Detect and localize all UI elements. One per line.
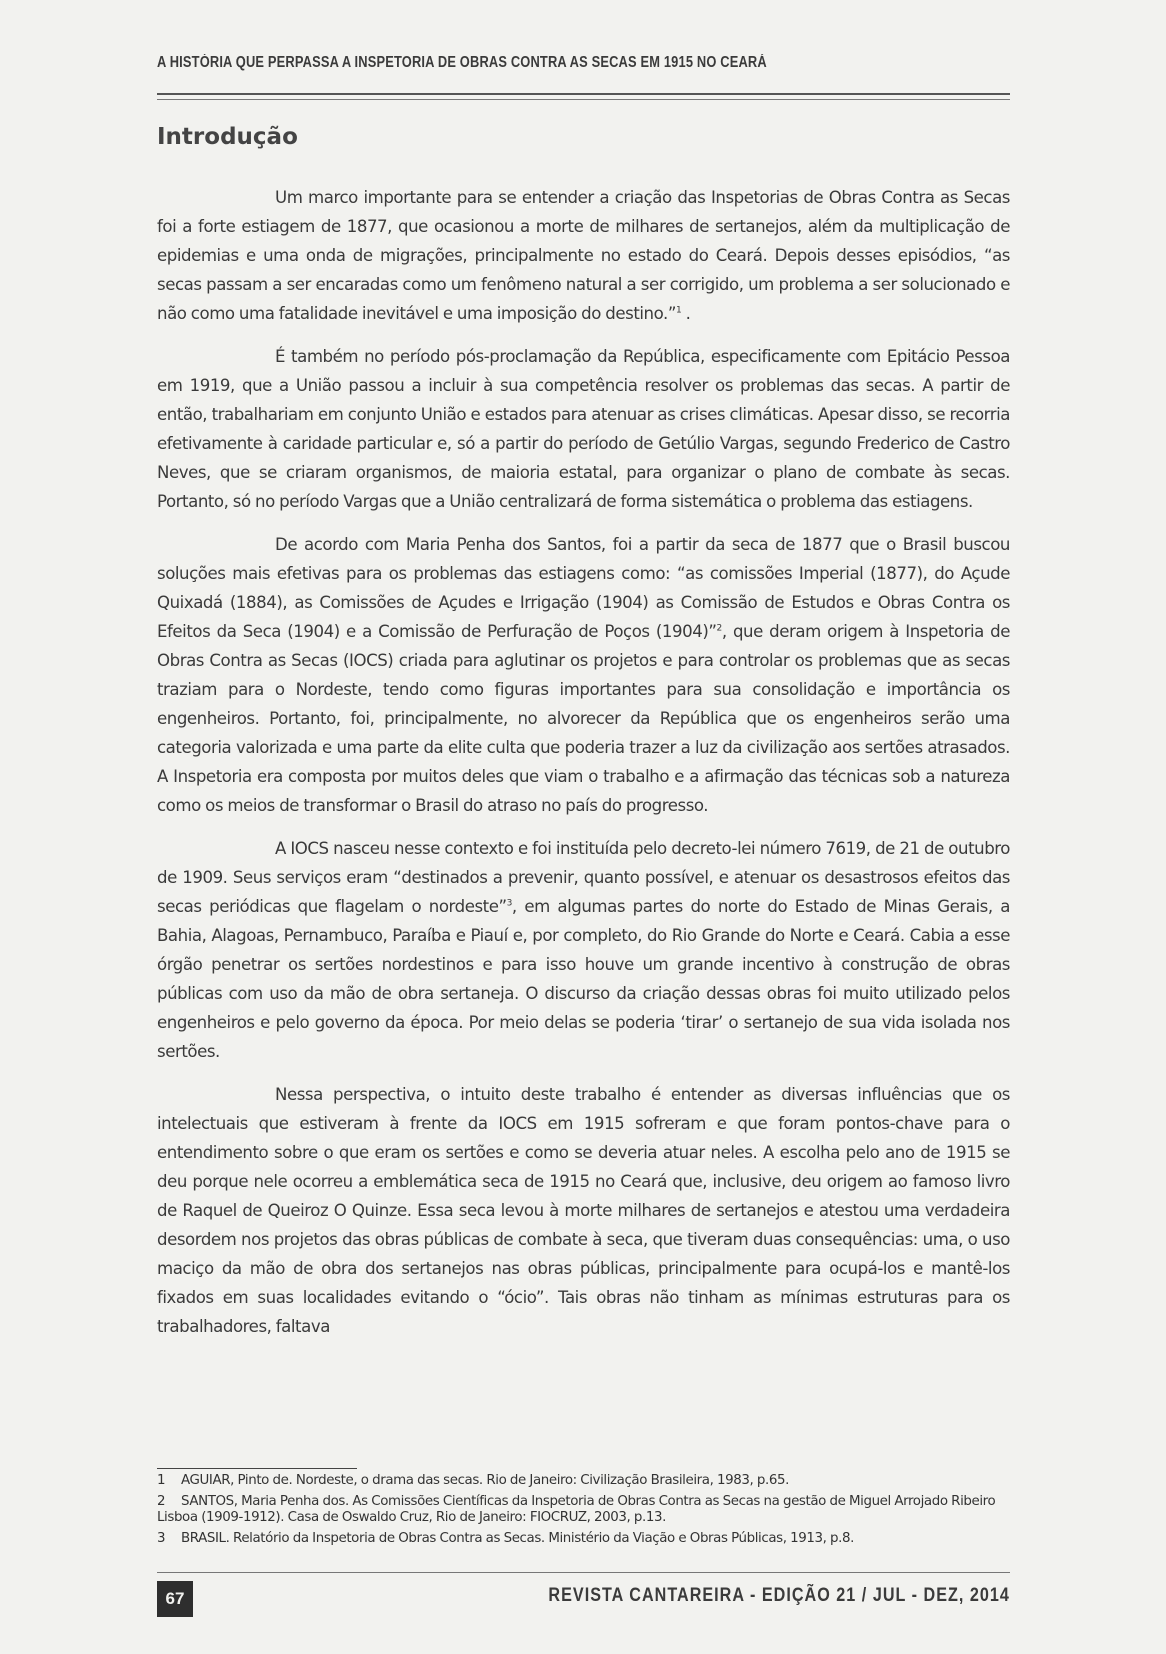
footnote-rule xyxy=(157,1468,357,1469)
paragraph-3 xyxy=(157,530,1010,820)
paragraph-text: É também no período pós-proclamação da República, especificamente com Epitácio Pessoa em 1919, que a União passou a incluir à sua competência resolver os problemas das secas. A partir de então, trabalhariam em conjunto União e estados para atenuar as crises climáticas. Apesar disso, se recorria efetivamente à caridade particular e, só a partir do período de Getúlio Vargas, segundo Frederico de Castro Neves, que se criaram organismos, de maioria estatal, para organizar o plano de combate às secas. Portanto, só no período Vargas que a União centralizará de forma sistemática o problema das estiagens. xyxy=(157,347,1010,511)
paragraph-tail: , em algumas partes do norte do Estado de Minas Gerais, a Bahia, Alagoas, Pernambuco, Paraíba e Piauí e, por completo, do Rio Grande do Norte e Ceará. Cabia a esse órgão penetrar os sertões nordestinos e para isso houve um grande incentivo à construção de obras públicas com uso da mão de obra sertaneja. O discurso da criação dessas obras foi muito utilizado pelos engenheiros e pelo governo da época. Por meio delas se poderia ‘tirar’ o sertanejo de sua vida isolada nos sertões. xyxy=(157,897,1010,1061)
paragraph-text: A IOCS nasceu nesse contexto e foi instituída pelo decreto-lei número 7619, de 21 de outubro de 1909. Seus serviços eram “destinados a prevenir, quanto possível, e atenuar os desastrosos efeitos das secas periódicas que flagelam o nordeste” xyxy=(157,839,1010,916)
header-rule-thin xyxy=(157,99,1010,100)
paragraph-tail: , que deram origem à Inspetoria de Obras Contra as Secas (IOCS) criada para aglutinar os projetos e para controlar os problemas que as secas traziam para o Nordeste, tendo como figuras importantes para sua consolidação e importância os engenheiros. Portanto, foi, principalmente, no alvorecer da República que os engenheiros serão uma categoria valorizada e uma parte da elite culta que poderia trazer a luz da civilização aos sertões atrasados. A Inspetoria era composta por muitos deles que viam o trabalho e a afirmação das técnicas sob a natureza como os meios de transformar o Brasil do atraso no país do progresso. xyxy=(157,622,1010,815)
paragraph-2 xyxy=(157,342,1010,516)
footnote-text: SANTOS, Maria Penha dos. As Comissões Científicas da Inspetoria de Obras Contra as Secas na gestão de Miguel Arrojado Ribeiro Lisboa (1909-1912). Casa de Oswaldo Cruz, Rio de Janeiro: FIOCRUZ, 2003, p.13. xyxy=(157,1494,996,1525)
footnotes xyxy=(157,1473,1010,1552)
paragraph-4 xyxy=(157,834,1010,1066)
footnote-3 xyxy=(157,1531,1010,1547)
paragraph-1 xyxy=(157,183,1010,328)
footnote-number: 3 xyxy=(157,1531,166,1546)
footnote-ref-2[interactable]: 2 xyxy=(716,623,722,634)
journal-title: REVISTA CANTAREIRA - EDIÇÃO 21 / JUL - DEZ, 2014 xyxy=(548,1585,1010,1606)
paragraph-tail: . xyxy=(681,304,691,323)
footnote-1 xyxy=(157,1473,1010,1489)
paragraph-text: De acordo com Maria Penha dos Santos, foi a partir da seca de 1877 que o Brasil buscou soluções mais efetivas para os problemas das estiagens como: “as comissões Imperial (1877), do Açude Quixadá (1884), as Comissões de Açudes e Irrigação (1904) as Comissão de Estudos e Obras Contra os Efeitos da Seca (1904) e a Comissão de Perfuração de Poços (1904)” xyxy=(157,535,1010,641)
section-title: Introdução xyxy=(157,124,298,150)
footer-rule xyxy=(157,1572,1010,1573)
page-number: 67 xyxy=(157,1581,193,1617)
footnote-text: BRASIL. Relatório da Inspetoria de Obras Contra as Secas. Ministério da Viação e Obras Públicas, 1913, p.8. xyxy=(181,1531,854,1546)
footnote-ref-3[interactable]: 3 xyxy=(506,898,512,909)
paragraph-5 xyxy=(157,1080,1010,1341)
footnote-2 xyxy=(157,1494,1010,1526)
header-rule xyxy=(157,93,1010,95)
paragraph-text: Um marco importante para se entender a criação das Inspetorias de Obras Contra as Secas foi a forte estiagem de 1877, que ocasionou a morte de milhares de sertanejos, além da multiplicação de epidemias e uma onda de migrações, principalmente no estado do Ceará. Depois desses episódios, “as secas passam a ser encaradas como um fenômeno natural a ser corrigido, um problema a ser solucionado e não como uma fatalidade inevitável e uma imposição do destino.” xyxy=(157,188,1010,323)
running-title: A HISTÓRIA QUE PERPASSA A INSPETORIA DE OBRAS CONTRA AS SECAS EM 1915 NO CEARÁ xyxy=(157,54,767,71)
body-text xyxy=(157,183,1010,1355)
footnote-number: 1 xyxy=(157,1473,166,1488)
footnote-ref-1[interactable]: 1 xyxy=(676,305,682,316)
paragraph-text: Nessa perspectiva, o intuito deste trabalho é entender as diversas influências que os intelectuais que estiveram à frente da IOCS em 1915 sofreram e que foram pontos-chave para o entendimento sobre o que eram os sertões e como se deveria atuar neles. A escolha pelo ano de 1915 se deu porque nele ocorreu a emblemática seca de 1915 no Ceará que, inclusive, deu origem ao famoso livro de Raquel de Queiroz O Quinze. Essa seca levou à morte milhares de sertanejos e atestou uma verdadeira desordem nos projetos das obras públicas de combate à seca, que tiveram duas consequências: uma, o uso maciço da mão de obra dos sertanejos nas obras públicas, principalmente para ocupá-los e mantê-los fixados em suas localidades evitando o “ócio”. Tais obras não tinham as mínimas estruturas para os trabalhadores, faltava xyxy=(157,1085,1010,1336)
footnote-number: 2 xyxy=(157,1494,166,1509)
footnote-text: AGUIAR, Pinto de. Nordeste, o drama das secas. Rio de Janeiro: Civilização Brasileira, 1983, p.65. xyxy=(181,1473,789,1488)
